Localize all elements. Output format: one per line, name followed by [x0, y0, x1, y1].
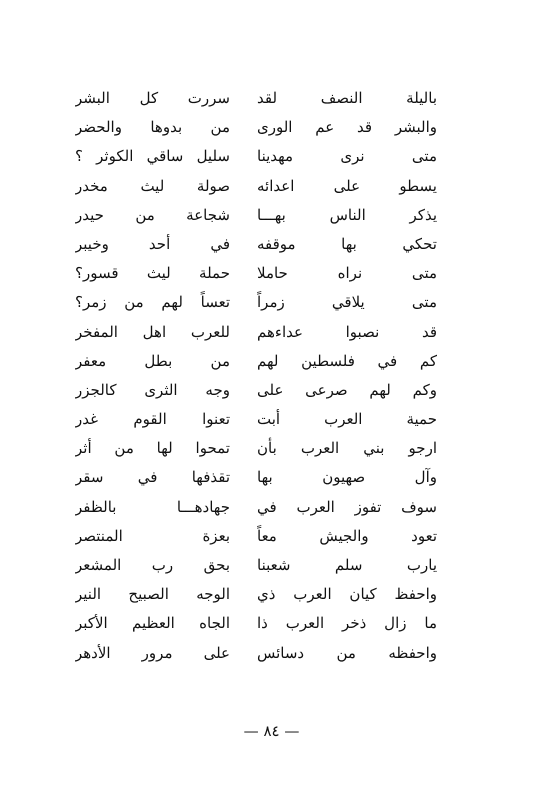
second-hemistich: بعزة المنتصر	[75, 526, 230, 545]
verse-line	[0, 551, 543, 580]
verse-line	[0, 493, 543, 522]
verse-line	[0, 609, 543, 638]
first-hemistich: متى نراه حاملا	[257, 264, 437, 283]
first-hemistich: كم في فلسطين لهم	[257, 351, 437, 370]
second-hemistich: تعنوا القوم غدر	[75, 410, 230, 429]
second-hemistich: تمحوا لها من أثر	[75, 439, 230, 458]
first-hemistich: تعود والجيش معاً	[257, 526, 437, 545]
second-hemistich: الجاه العظيم الأكبر	[75, 614, 230, 633]
verse-line	[0, 376, 543, 405]
second-hemistich: في أحد وخيبر	[75, 234, 230, 253]
second-hemistich: الوجه الصبيح النير	[75, 585, 230, 604]
verse-line	[0, 172, 543, 201]
verse-line	[0, 318, 543, 347]
second-hemistich: وجه الثرى كالجزر	[75, 380, 230, 399]
verse-line	[0, 522, 543, 551]
first-hemistich: يارب سلم شعبنا	[257, 556, 437, 574]
first-hemistich: وآل صهيون بها	[257, 468, 437, 487]
second-hemistich: حملة ليث قسور؟	[75, 264, 230, 283]
verse-line	[0, 463, 543, 492]
second-hemistich: من بدوها والحضر	[75, 118, 230, 137]
first-hemistich: حمية العرب أبت	[257, 410, 437, 429]
verse-line	[0, 405, 543, 434]
first-hemistich: قد نصبوا عداءهم	[257, 322, 437, 341]
verse-line	[0, 201, 543, 230]
verse-line	[0, 84, 543, 113]
verse-line	[0, 580, 543, 609]
first-hemistich: يذكر الناس بهـــا	[257, 205, 437, 224]
second-hemistich: على مرور الأدهر	[75, 643, 230, 662]
first-hemistich: سوف تفوز العرب في	[257, 497, 437, 516]
first-hemistich: واحفظه من دسائس	[257, 643, 437, 662]
verse-line	[0, 434, 543, 463]
poem	[0, 84, 543, 668]
verse-line	[0, 259, 543, 288]
verse-line	[0, 113, 543, 142]
first-hemistich: تحكي بها موقفه	[257, 234, 437, 253]
first-hemistich: متى يلاقي زمراً	[257, 293, 437, 312]
verse-line	[0, 142, 543, 171]
first-hemistich: وكم لهم صرعى على	[257, 380, 437, 399]
first-hemistich: واحفظ كيان العرب ذي	[257, 585, 437, 604]
first-hemistich: ارجو بني العرب بأن	[257, 439, 437, 458]
verse-line	[0, 230, 543, 259]
page-number: — ٨٤ —	[243, 722, 300, 740]
second-hemistich: سررت كل البشر	[75, 89, 230, 107]
second-hemistich: تعساً لهم من زمر؟	[75, 293, 230, 312]
first-hemistich: متى نرى مهدينا	[257, 147, 437, 166]
second-hemistich: سليل ساقي الكوثر ؟	[75, 147, 230, 166]
second-hemistich: من بطل معفر	[75, 351, 230, 370]
first-hemistich: والبشر قد عم الورى	[257, 118, 437, 137]
second-hemistich: شجاعة من حيدر	[75, 205, 230, 224]
verse-line	[0, 288, 543, 317]
verse-line	[0, 639, 543, 668]
first-hemistich: ما زال ذخر العرب ذا	[257, 614, 437, 633]
first-hemistich: باليلة النصف لقد	[257, 89, 437, 107]
first-hemistich: يسطو على اعدائه	[257, 176, 437, 195]
second-hemistich: صولة ليث مخدر	[75, 176, 230, 195]
verse-line	[0, 347, 543, 376]
second-hemistich: تقذفها في سقر	[75, 468, 230, 487]
second-hemistich: للعرب اهل المفخر	[75, 322, 230, 341]
second-hemistich: بحق رب المشعر	[75, 556, 230, 574]
second-hemistich: جهادهـــا بالظفر	[75, 497, 230, 516]
